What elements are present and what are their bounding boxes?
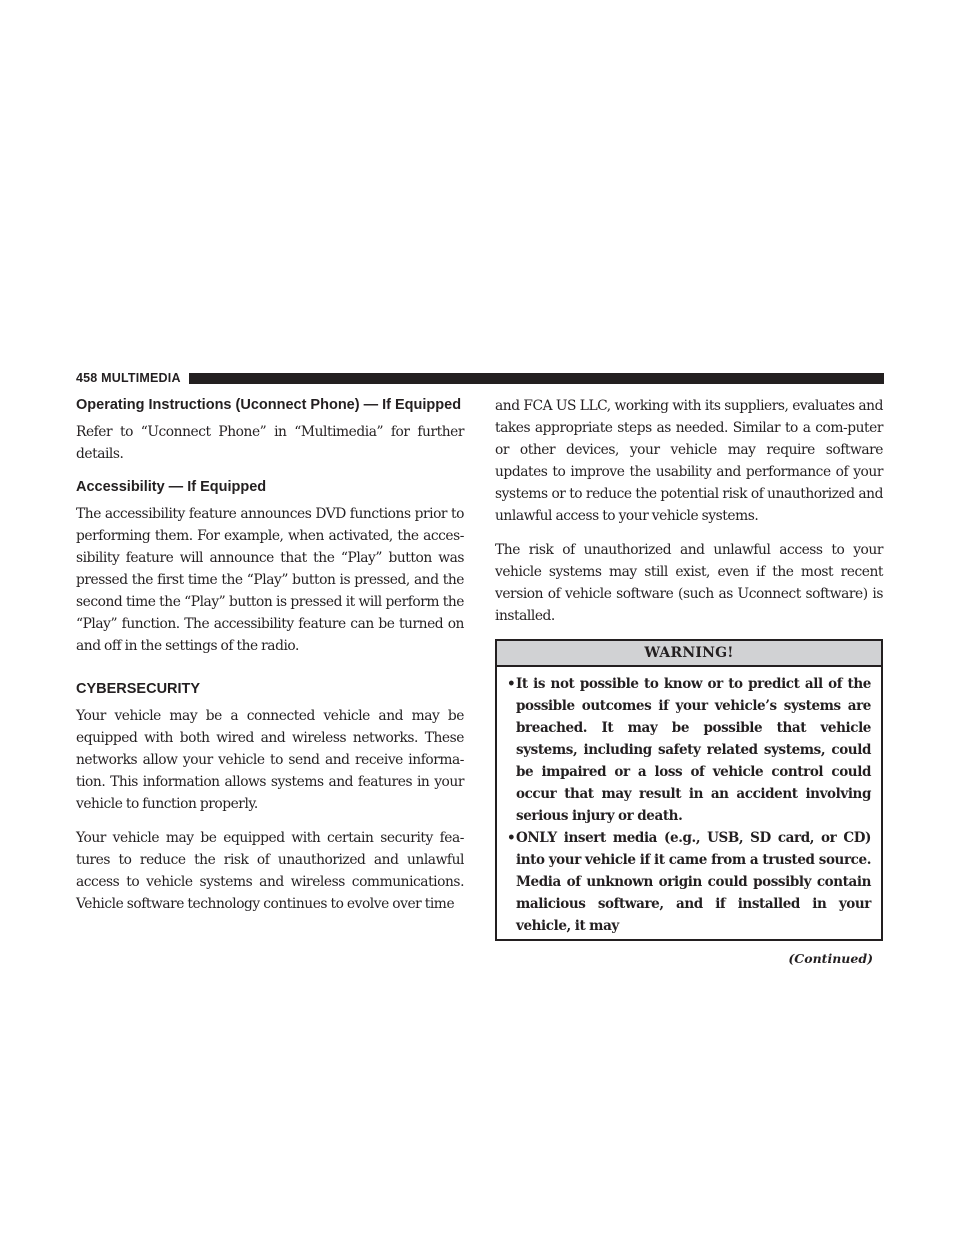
page-header bbox=[76, 371, 884, 385]
warning-bullet-text: ONLY insert media (e.g., USB, SD card, or CD) into your vehicle if it came from a trusted source. Media of unknown origin could possibly contain malicious software, and if installed in your vehicle, it may bbox=[516, 830, 871, 934]
header-rule bbox=[189, 373, 884, 384]
section-title: MULTIMEDIA bbox=[101, 371, 181, 385]
paragraph-connected-vehicle: Your vehicle may be a connected vehicle and may be equipped with both wired and wireless networks. These networks allow your vehicle to send and receive informa-tion. This information allows systems and features in your vehicle to function properly. bbox=[76, 708, 464, 812]
heading-operating-instructions: Operating Instructions (Uconnect Phone) — If Equipped bbox=[76, 397, 462, 413]
page-header-label bbox=[76, 371, 181, 385]
warning-title: WARNING! bbox=[497, 641, 881, 667]
bullet-icon: • bbox=[507, 830, 516, 846]
paragraph-risk: The risk of unauthorized and unlawful access to your vehicle systems may still exist, even if the most recent version of vehicle software (such as Uconnect software) is installed. bbox=[495, 542, 883, 624]
continued-note: (Continued) bbox=[788, 951, 873, 966]
page-number: 458 bbox=[76, 371, 98, 385]
warning-bullet-text: It is not possible to know or to predict all of the possible outcomes if your vehicle’s systems are breached. It may be possible that vehicle systems, including safety related systems, could be impaired or a loss of vehicle control could occur that may result in an accident involving serious injury or death. bbox=[516, 676, 871, 824]
paragraph-security-features: Your vehicle may be equipped with certain security fea-tures to reduce the risk of unauthorized and unlawful access to vehicle systems and wireless communications. Vehicle software technology continues to evolve over time bbox=[76, 830, 464, 912]
paragraph-software-updates: and FCA US LLC, working with its suppliers, evaluates and takes appropriate steps as needed. Similar to a com-puter or other devices, your vehicle may require software updates to improve the usability and performance of your systems or to reduce the potential risk of unauthorized and unlawful access to your vehicle systems. bbox=[495, 398, 883, 524]
paragraph-uconnect-refer: Refer to “Uconnect Phone” in “Multimedia” for further details. bbox=[76, 424, 464, 462]
bullet-icon: • bbox=[507, 676, 516, 692]
heading-cybersecurity: CYBERSECURITY bbox=[76, 681, 201, 697]
warning-body bbox=[497, 667, 881, 939]
heading-accessibility: Accessibility — If Equipped bbox=[76, 479, 267, 495]
right-column bbox=[495, 395, 883, 966]
warning-box bbox=[495, 639, 883, 941]
paragraph-accessibility: The accessibility feature announces DVD functions prior to performing them. For example, when activated, the acces-sibility feature will announce that the “Play” button was pressed the first time the “Play” button is pressed, and the second time the “Play” button is pressed it will perform the “Play” function. The accessibility feature can be turned on and off in the settings of the radio. bbox=[76, 506, 464, 654]
left-column bbox=[76, 395, 464, 927]
warning-bullet bbox=[507, 827, 871, 937]
warning-bullet bbox=[507, 673, 871, 827]
